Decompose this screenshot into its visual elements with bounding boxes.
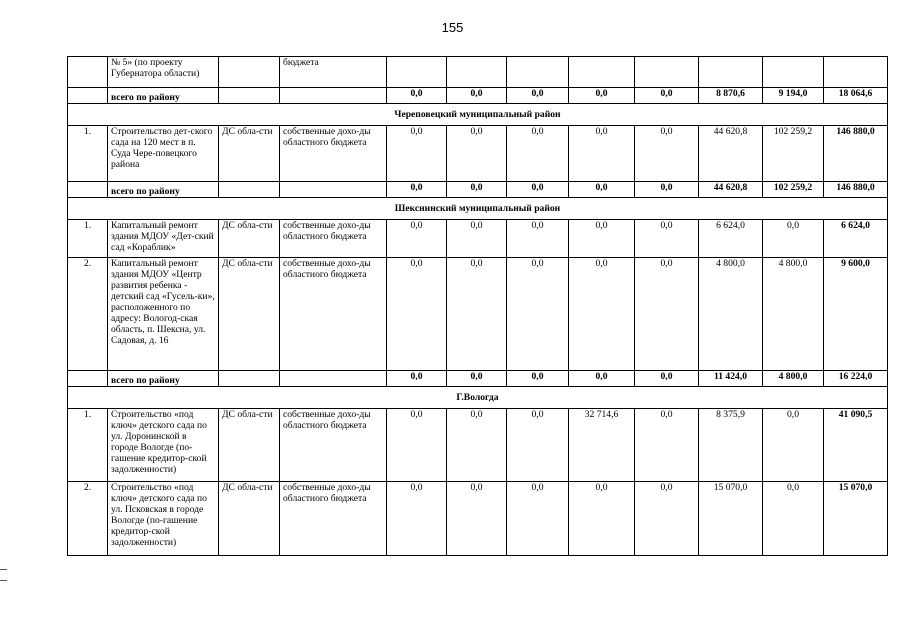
amount-cell: 0,0 — [447, 220, 507, 258]
amount-cell: 8 375,9 — [699, 409, 763, 482]
amount-cell: 15 070,0 — [824, 482, 888, 556]
amount-cell: 0,0 — [387, 220, 447, 258]
recipient-cell — [219, 88, 280, 104]
source-cell — [280, 182, 387, 198]
recipient-cell — [219, 182, 280, 198]
amount-cell: 0,0 — [635, 409, 699, 482]
amount-cell: 0,0 — [507, 88, 569, 104]
total-row — [68, 88, 888, 104]
amount-cell: 0,0 — [507, 258, 569, 371]
amount-cell: 0,0 — [569, 371, 635, 387]
recipient-cell — [219, 371, 280, 387]
amount-cell — [763, 57, 824, 88]
row-index-cell — [68, 88, 108, 104]
object-name-cell: Строительство «под ключ» детского сада по ул. Псковская в городе Вологде (по-гашение кредитор-ской задолженности) — [108, 482, 219, 556]
amount-cell: 0,0 — [507, 482, 569, 556]
amount-cell: 0,0 — [569, 88, 635, 104]
amount-cell: 0,0 — [387, 371, 447, 387]
amount-cell: 0,0 — [387, 409, 447, 482]
row-index-cell: 1. — [68, 220, 108, 258]
amount-cell: 0,0 — [569, 182, 635, 198]
row-index-cell — [68, 371, 108, 387]
source-cell: собственные дохо-ды областного бюджета — [280, 482, 387, 556]
amount-cell: 0,0 — [635, 182, 699, 198]
row-index-cell — [68, 182, 108, 198]
section-title: Г.Вологда — [68, 387, 888, 409]
amount-cell: 0,0 — [447, 482, 507, 556]
table-body — [68, 57, 888, 556]
amount-cell: 6 624,0 — [824, 220, 888, 258]
amount-cell: 146 880,0 — [824, 126, 888, 182]
amount-cell: 0,0 — [635, 482, 699, 556]
amount-cell — [507, 57, 569, 88]
amount-cell: 6 624,0 — [699, 220, 763, 258]
amount-cell: 0,0 — [447, 88, 507, 104]
amount-cell: 0,0 — [387, 88, 447, 104]
amount-cell: 41 090,5 — [824, 409, 888, 482]
total-row — [68, 182, 888, 198]
amount-cell: 44 620,8 — [699, 126, 763, 182]
amount-cell: 0,0 — [569, 126, 635, 182]
table-row — [68, 409, 888, 482]
amount-cell: 0,0 — [635, 258, 699, 371]
amount-cell: 0,0 — [507, 409, 569, 482]
amount-cell — [387, 57, 447, 88]
source-cell: собственные дохо-ды областного бюджета — [280, 126, 387, 182]
amount-cell: 0,0 — [635, 126, 699, 182]
amount-cell — [699, 57, 763, 88]
total-label: всего по району — [108, 88, 219, 104]
object-name-cell: Капитальный ремонт здания МДОУ «Дет-ский сад «Кораблик» — [108, 220, 219, 258]
total-label: всего по району — [108, 182, 219, 198]
row-index-cell — [68, 57, 108, 88]
amount-cell: 4 800,0 — [699, 258, 763, 371]
table-row — [68, 258, 888, 371]
table-row — [68, 220, 888, 258]
amount-cell: 0,0 — [635, 371, 699, 387]
amount-cell: 11 424,0 — [699, 371, 763, 387]
budget-table — [67, 56, 888, 556]
object-name-cell: № 5» (по проекту Губернатора области) — [108, 57, 219, 88]
recipient-cell — [219, 57, 280, 88]
amount-cell: 15 070,0 — [699, 482, 763, 556]
section-title: Череповецкий муниципальный район — [68, 104, 888, 126]
recipient-cell: ДС обла-сти — [219, 220, 280, 258]
total-label: всего по району — [108, 371, 219, 387]
object-name-cell: Капитальный ремонт здания МДОУ «Центр развития ребенка - детский сад «Гусель-ки», расположенного по адресу: Вологод-ская область, п. Шексна, ул. Садовая, д. 16 — [108, 258, 219, 371]
amount-cell: 0,0 — [635, 88, 699, 104]
source-cell: собственные дохо-ды областного бюджета — [280, 220, 387, 258]
recipient-cell: ДС обла-сти — [219, 126, 280, 182]
amount-cell — [635, 57, 699, 88]
amount-cell: 16 224,0 — [824, 371, 888, 387]
amount-cell — [447, 57, 507, 88]
amount-cell: 0,0 — [569, 220, 635, 258]
amount-cell: 0,0 — [507, 126, 569, 182]
row-index-cell: 2. — [68, 482, 108, 556]
source-cell — [280, 371, 387, 387]
source-cell: бюджета — [280, 57, 387, 88]
source-cell: собственные дохо-ды областного бюджета — [280, 258, 387, 371]
source-cell — [280, 88, 387, 104]
amount-cell: 0,0 — [387, 182, 447, 198]
recipient-cell: ДС обла-сти — [219, 258, 280, 371]
amount-cell: 0,0 — [447, 258, 507, 371]
recipient-cell: ДС обла-сти — [219, 409, 280, 482]
amount-cell: 0,0 — [387, 258, 447, 371]
table-row — [68, 57, 888, 88]
amount-cell: 0,0 — [447, 126, 507, 182]
amount-cell: 4 800,0 — [763, 371, 824, 387]
margin-mark — [0, 569, 7, 570]
amount-cell: 0,0 — [387, 482, 447, 556]
amount-cell: 146 880,0 — [824, 182, 888, 198]
section-title: Шекснинский муниципальный район — [68, 198, 888, 220]
amount-cell: 0,0 — [569, 482, 635, 556]
amount-cell: 0,0 — [447, 371, 507, 387]
amount-cell: 102 259,2 — [763, 182, 824, 198]
table-row — [68, 126, 888, 182]
amount-cell: 0,0 — [569, 258, 635, 371]
amount-cell: 0,0 — [507, 220, 569, 258]
amount-cell: 102 259,2 — [763, 126, 824, 182]
amount-cell: 0,0 — [763, 220, 824, 258]
amount-cell: 0,0 — [507, 371, 569, 387]
row-index-cell: 1. — [68, 126, 108, 182]
amount-cell: 0,0 — [763, 409, 824, 482]
amount-cell: 0,0 — [507, 182, 569, 198]
margin-mark — [0, 580, 7, 581]
recipient-cell: ДС обла-сти — [219, 482, 280, 556]
amount-cell: 32 714,6 — [569, 409, 635, 482]
page-number: 155 — [441, 20, 464, 35]
amount-cell — [824, 57, 888, 88]
amount-cell: 9 600,0 — [824, 258, 888, 371]
amount-cell: 9 194,0 — [763, 88, 824, 104]
amount-cell: 0,0 — [635, 220, 699, 258]
amount-cell — [569, 57, 635, 88]
object-name-cell: Строительство «под ключ» детского сада по ул. Доронинской в городе Вологде (по-гашение кредитор-ской задолженности) — [108, 409, 219, 482]
source-cell: собственные дохо-ды областного бюджета — [280, 409, 387, 482]
amount-cell: 0,0 — [387, 126, 447, 182]
section-row — [68, 104, 888, 126]
amount-cell: 8 870,6 — [699, 88, 763, 104]
total-row — [68, 371, 888, 387]
amount-cell: 4 800,0 — [763, 258, 824, 371]
amount-cell: 44 620,8 — [699, 182, 763, 198]
amount-cell: 0,0 — [447, 182, 507, 198]
amount-cell: 0,0 — [763, 482, 824, 556]
amount-cell: 0,0 — [447, 409, 507, 482]
section-row — [68, 198, 888, 220]
table-row — [68, 482, 888, 556]
section-row — [68, 387, 888, 409]
row-index-cell: 2. — [68, 258, 108, 371]
row-index-cell: 1. — [68, 409, 108, 482]
object-name-cell: Строительство дет-ского сада на 120 мест в п. Суда Чере-повецкого района — [108, 126, 219, 182]
amount-cell: 18 064,6 — [824, 88, 888, 104]
